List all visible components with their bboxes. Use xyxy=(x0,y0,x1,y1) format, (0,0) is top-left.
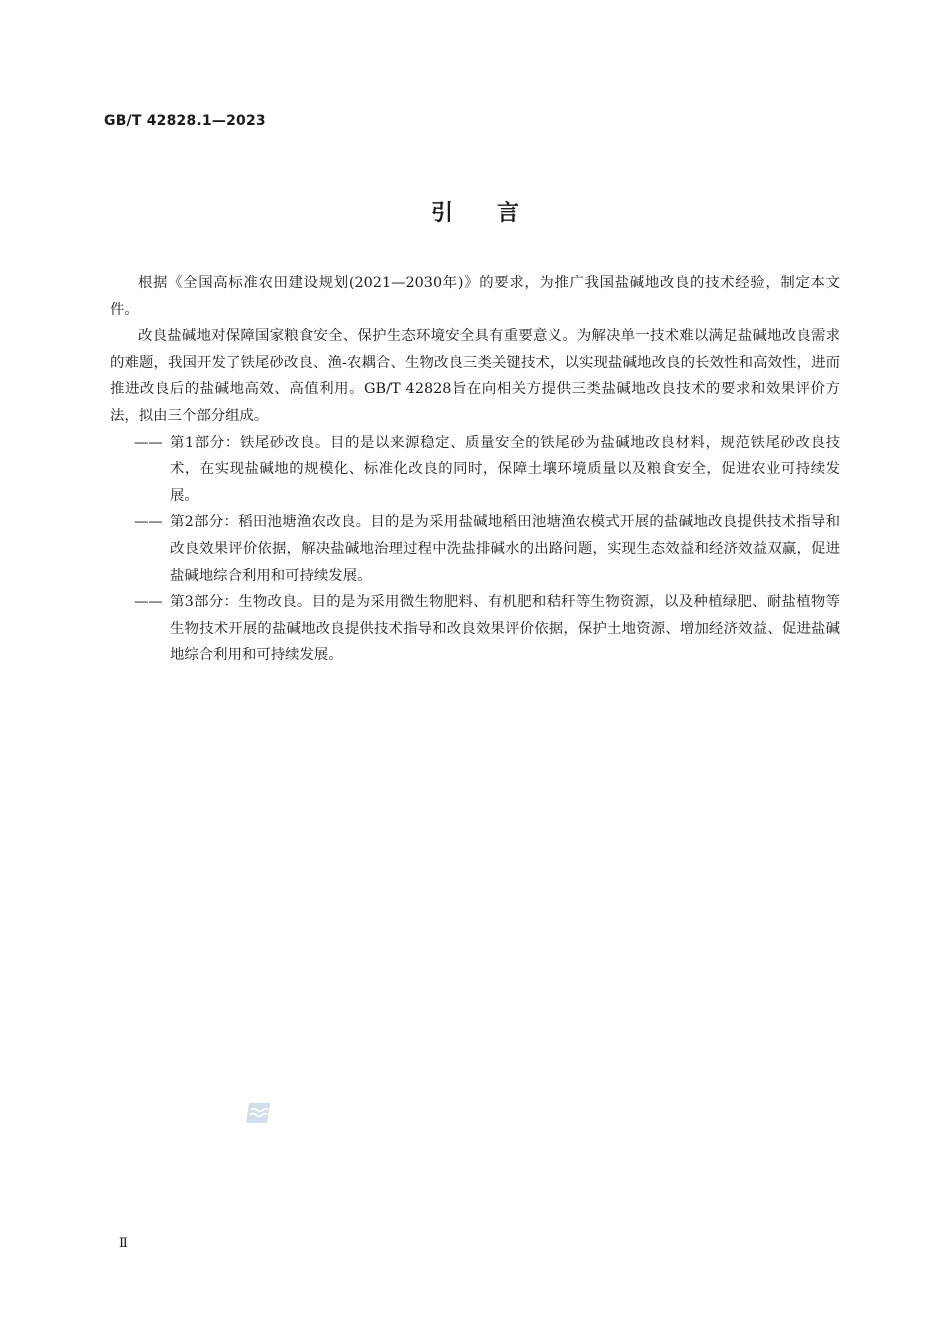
list-item-text: 第2部分：稻田池塘渔农改良。目的是为采用盐碱地稻田池塘渔农模式开展的盐碱地改良提供技术指导和改良效果评价依据，解决盐碱地治理过程中洗盐排碱水的出路问题，实现生态效益和经济效益双赢，促进盐碱地综合利用和可持续发展。 xyxy=(170,514,840,584)
list-dash: —— xyxy=(134,434,163,451)
list-item-text: 第3部分：生物改良。目的是为采用微生物肥料、有机肥和秸秆等生物资源，以及种植绿肥、耐盐植物等生物技术开展的盐碱地改良提供技术指导和改良效果评价依据，保护土地资源、增加经济效益、促进盐碱地综合利用和可持续发展。 xyxy=(170,594,840,664)
list-dash: —— xyxy=(134,594,163,611)
standard-code: GB/T 42828.1—2023 xyxy=(104,113,266,129)
page-number: Ⅱ xyxy=(119,1236,128,1251)
list-item-part-2 xyxy=(110,509,840,589)
list-dash: —— xyxy=(134,514,163,531)
list-item-text: 第1部分：铁尾砂改良。目的是以来源稳定、质量安全的铁尾砂为盐碱地改良材料，规范铁尾砂改良技术，在实现盐碱地的规模化、标准化改良的同时，保障土壤环境质量以及粮食安全，促进农业可持续发展。 xyxy=(170,434,840,504)
list-item-part-1 xyxy=(110,430,840,510)
list-item-part-3 xyxy=(110,589,840,669)
paragraph-2: 改良盐碱地对保障国家粮食安全、保护生态环境安全具有重要意义。为解决单一技术难以满足盐碱地改良需求的难题，我国开发了铁尾砂改良、渔-农耦合、生物改良三类关键技术，以实现盐碱地改良的长效性和高效性，进而推进改良后的盐碱地高效、高值利用。GB/T 42828旨在向相关方提供三类盐碱地改良技术的要求和效果评价方法，拟由三个部分组成。 xyxy=(110,328,840,424)
paragraph-1: 根据《全国高标准农田建设规划(2021—2030年)》的要求，为推广我国盐碱地改良的技术经验，制定本文件。 xyxy=(110,275,840,318)
section-title: 引言 xyxy=(430,201,563,226)
watermark-logo-icon xyxy=(245,1101,272,1125)
introduction-body xyxy=(110,270,840,669)
